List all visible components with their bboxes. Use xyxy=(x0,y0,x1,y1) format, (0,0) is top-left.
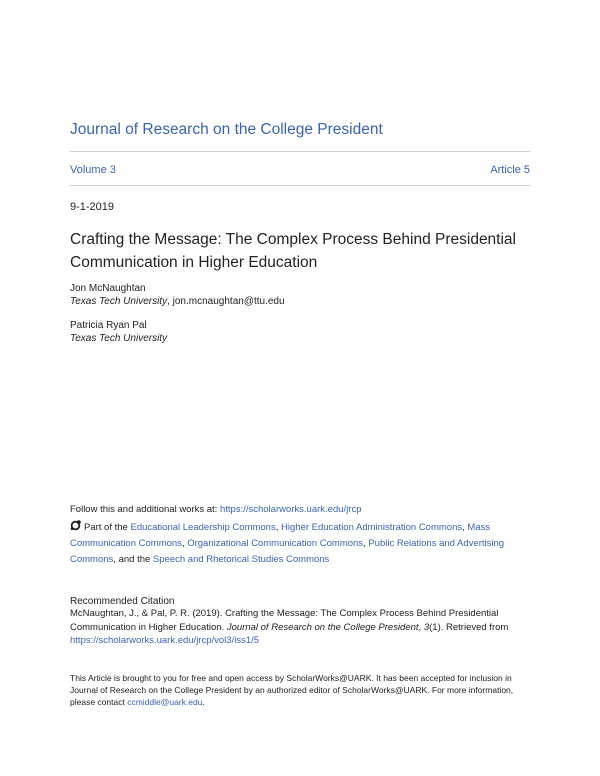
citation-text: (1). Retrieved from xyxy=(429,621,509,633)
separator: , xyxy=(363,538,369,549)
volume-link[interactable]: Volume 3 xyxy=(70,164,116,176)
citation-journal: Journal of Research on the College President xyxy=(226,621,419,633)
footer-end: . xyxy=(202,697,205,707)
citation-body xyxy=(70,607,530,648)
network-commons-icon xyxy=(70,520,81,531)
author-1 xyxy=(70,283,285,308)
citation-text: McNaughtan, J., & Pal, P. R. (2019). Crafting the Message: The Complex Process Behind Presidential Communication in Higher Education. xyxy=(70,608,499,633)
author-affiliation: Texas Tech University xyxy=(70,332,168,344)
commons-link-higher-education-administration[interactable]: Higher Education Administration Commons xyxy=(281,522,463,533)
part-of-commons xyxy=(70,520,530,568)
follow-line xyxy=(70,503,530,516)
author-name: Jon McNaughtan xyxy=(70,283,146,294)
citation-volume: 3 xyxy=(423,621,430,633)
article-link[interactable]: Article 5 xyxy=(490,164,530,176)
commons-link-mass-communication[interactable]: Mass Communication Commons xyxy=(70,522,491,549)
author-2 xyxy=(70,320,167,345)
article-title-line-2: Communication in Higher Education xyxy=(70,254,318,271)
divider-top xyxy=(70,151,530,152)
article-title xyxy=(70,228,530,274)
part-of-prefix: Part of the xyxy=(84,522,131,533)
author-email: , jon.mcnaughtan@ttu.edu xyxy=(167,295,285,307)
issue-row xyxy=(70,163,530,177)
author-name: Patricia Ryan Pal xyxy=(70,320,147,331)
separator: , and the xyxy=(113,554,153,565)
follow-text: Follow this and additional works at: xyxy=(70,504,220,515)
separator: , xyxy=(462,522,468,533)
contact-email-link[interactable]: ccmiddle@uark.edu xyxy=(127,697,203,707)
commons-link-speech-rhetorical[interactable]: Speech and Rhetorical Studies Commons xyxy=(152,554,330,565)
article-title-line-1: Crafting the Message: The Complex Process Behind Presidential xyxy=(70,231,516,248)
citation-url-link[interactable]: https://scholarworks.uark.edu/jrcp/vol3/iss1/5 xyxy=(70,635,260,646)
divider-bottom xyxy=(70,185,530,186)
citation-heading: Recommended Citation xyxy=(70,596,175,607)
separator: , xyxy=(275,522,281,533)
footer-text: This Article is brought to you for free and open access by ScholarWorks@UARK. It has been accepted for inclusion in Journal of Research on the College President by an authorized editor of ScholarWorks@UARK. For more information, please contact xyxy=(70,673,514,707)
commons-link-educational-leadership[interactable]: Educational Leadership Commons xyxy=(130,522,276,533)
commons-link-organizational-communication[interactable]: Organizational Communication Commons xyxy=(187,538,364,549)
commons-link-public-relations[interactable]: Public Relations and Advertising Commons xyxy=(70,538,505,565)
separator: , xyxy=(418,621,424,633)
follow-link[interactable]: https://scholarworks.uark.edu/jrcp xyxy=(219,504,362,515)
publication-date: 9-1-2019 xyxy=(70,201,115,213)
access-footer xyxy=(70,672,530,708)
separator: , xyxy=(181,538,188,549)
journal-title[interactable]: Journal of Research on the College President xyxy=(70,121,383,138)
author-affiliation: Texas Tech University xyxy=(70,295,168,307)
